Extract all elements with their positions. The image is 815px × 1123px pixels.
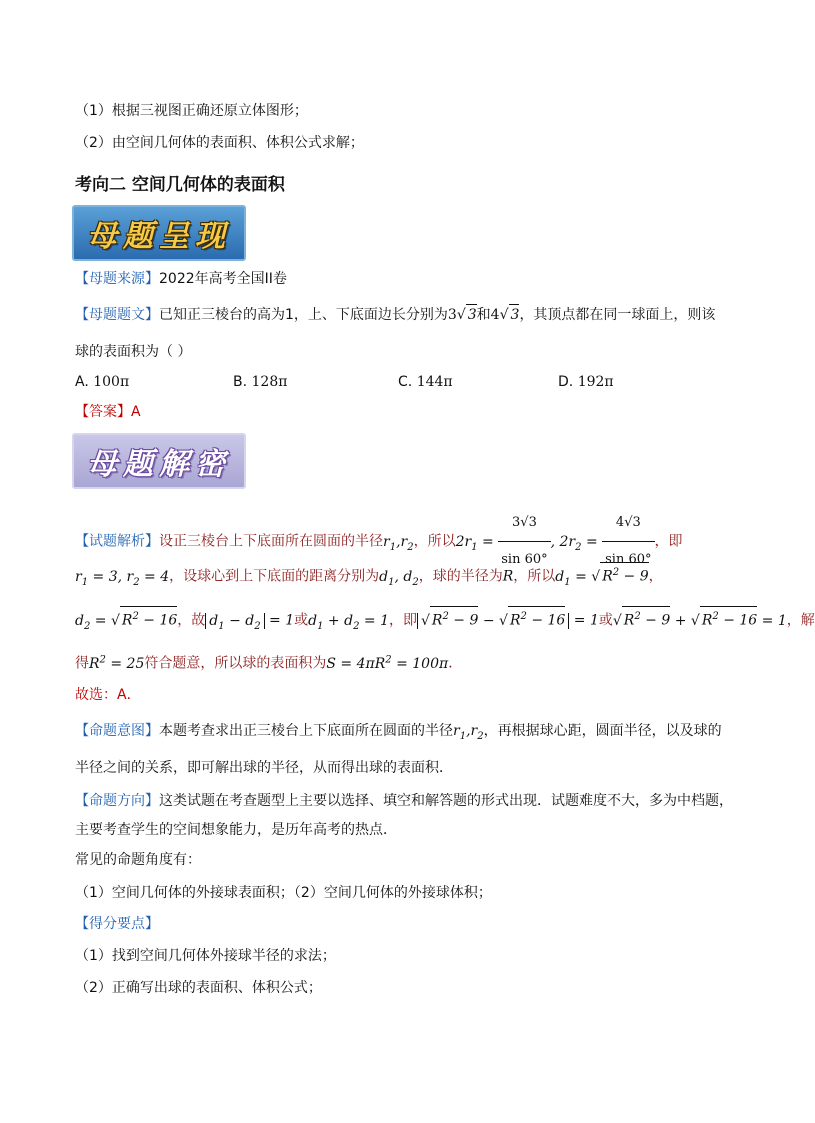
source-line: [75, 269, 287, 289]
problem-rad-a: 3: [466, 304, 477, 325]
problem-rad-b: 3: [509, 304, 520, 325]
direction-label: 【命题方向】: [75, 793, 159, 809]
banner-present-text: 母题呈现: [87, 219, 231, 254]
source-text: 2022年高考全国II卷: [159, 271, 287, 287]
points-label: 【得分要点】: [75, 916, 159, 932]
fraction-2: $\frac{4√3}{\sin 60^\circ}$: [602, 505, 654, 578]
analysis-line-1: 【试题解析】设正三棱台上下底面所在圆面的半径$r_1,r_2$，所以$2r_1$ = $\frac{3√3}{\sin 60^\circ}$ , $2r_2$ = $\frac{4√3}{\sin 60^\circ}$ ，即: [75, 505, 683, 578]
choice-d: D. 192π: [558, 374, 614, 390]
analysis-label: 【试题解析】: [75, 533, 159, 550]
section-title: 考向二 空间几何体的表面积: [75, 175, 285, 195]
answer-value: A: [131, 404, 141, 420]
points-line-2: （2）正确写出球的表面积、体积公式；: [75, 980, 322, 996]
problem-and: 和: [476, 307, 491, 323]
intent-line-1: 【命题意图】本题考查求出正三棱台上下底面所在圆面的半径$r_1,r_2$，再根据球心距，圆面半径，以及球的: [75, 723, 722, 742]
problem-val-a: 3: [447, 307, 457, 323]
problem-text-b: ，其顶点都在同一球面上，则该: [519, 307, 716, 323]
direction-line-3: 常见的命题角度有：: [75, 852, 201, 868]
banner-explain-text: 母题解密: [87, 447, 231, 482]
intro-line-1: （1）根据三视图正确还原立体图形；: [75, 103, 308, 119]
answer-line: [75, 402, 141, 422]
direction-line-2: 主要考查学生的空间想象能力，是历年高考的热点．: [75, 822, 397, 838]
choice-a: A. 100π: [75, 374, 130, 390]
analysis-line-4: 得$R^2 = 25$符合题意，所以球的表面积为$S = 4\pi R^2 = 100\pi$．: [75, 654, 463, 672]
intent-line-2: 半径之间的关系，即可解出球的半径，从而得出球的表面积．: [75, 760, 453, 776]
analysis-line-2: $r_1 = 3$, $r_2 = 4$，设球心到上下底面的距离分别为$d_1$, $d_2$，球的半径为R，所以$d_1$ = √ $R^2 - 9$，: [75, 562, 663, 592]
problem-val-b: 4: [490, 307, 500, 323]
source-label: 【母题来源】: [75, 271, 159, 287]
problem-label: 【母题题文】: [75, 307, 159, 323]
problem-text-a: 已知正三棱台的高为1，上、下底面边长分别为: [159, 307, 448, 323]
points-line-1: （1）找到空间几何体外接球半径的求法；: [75, 948, 336, 964]
direction-line-1: 【命题方向】这类试题在考查题型上主要以选择、填空和解答题的形式出现．试题难度不大，多为中档题，: [75, 793, 733, 809]
answer-label: 【答案】: [75, 404, 131, 420]
fraction-1: $\frac{3√3}{\sin 60^\circ}$: [498, 505, 550, 578]
direction-line-4: （1）空间几何体的外接球表面积；（2）空间几何体的外接球体积；: [75, 885, 492, 901]
problem-line-2: 球的表面积为（ ）: [75, 344, 192, 360]
analysis-line-3: $d_2$ = √ $R^2 - 16$，故 $d_1 - d_2 = 1$或$d_1 + d_2 = 1$，即 √ $R^2 - 9$ − √ $R^2 - 16 = 1$或√ $R^2 - 9$ + √ $R^2 - 16 = 1$，解: [75, 606, 815, 636]
choice-b: B. 128π: [233, 374, 288, 390]
problem-line-1: 【母题题文】已知正三棱台的高为1，上、下底面边长分别为3√ 3和4√ 3，其顶点都在同一球面上，则该: [75, 304, 715, 325]
choice-c: C. 144π: [398, 374, 453, 390]
intent-label: 【命题意图】: [75, 723, 159, 739]
intro-line-2: （2）由空间几何体的表面积、体积公式求解；: [75, 135, 364, 151]
banner-present: [72, 205, 246, 261]
banner-explain: [72, 433, 246, 489]
analysis-conclusion: 故选：A．: [75, 687, 141, 703]
